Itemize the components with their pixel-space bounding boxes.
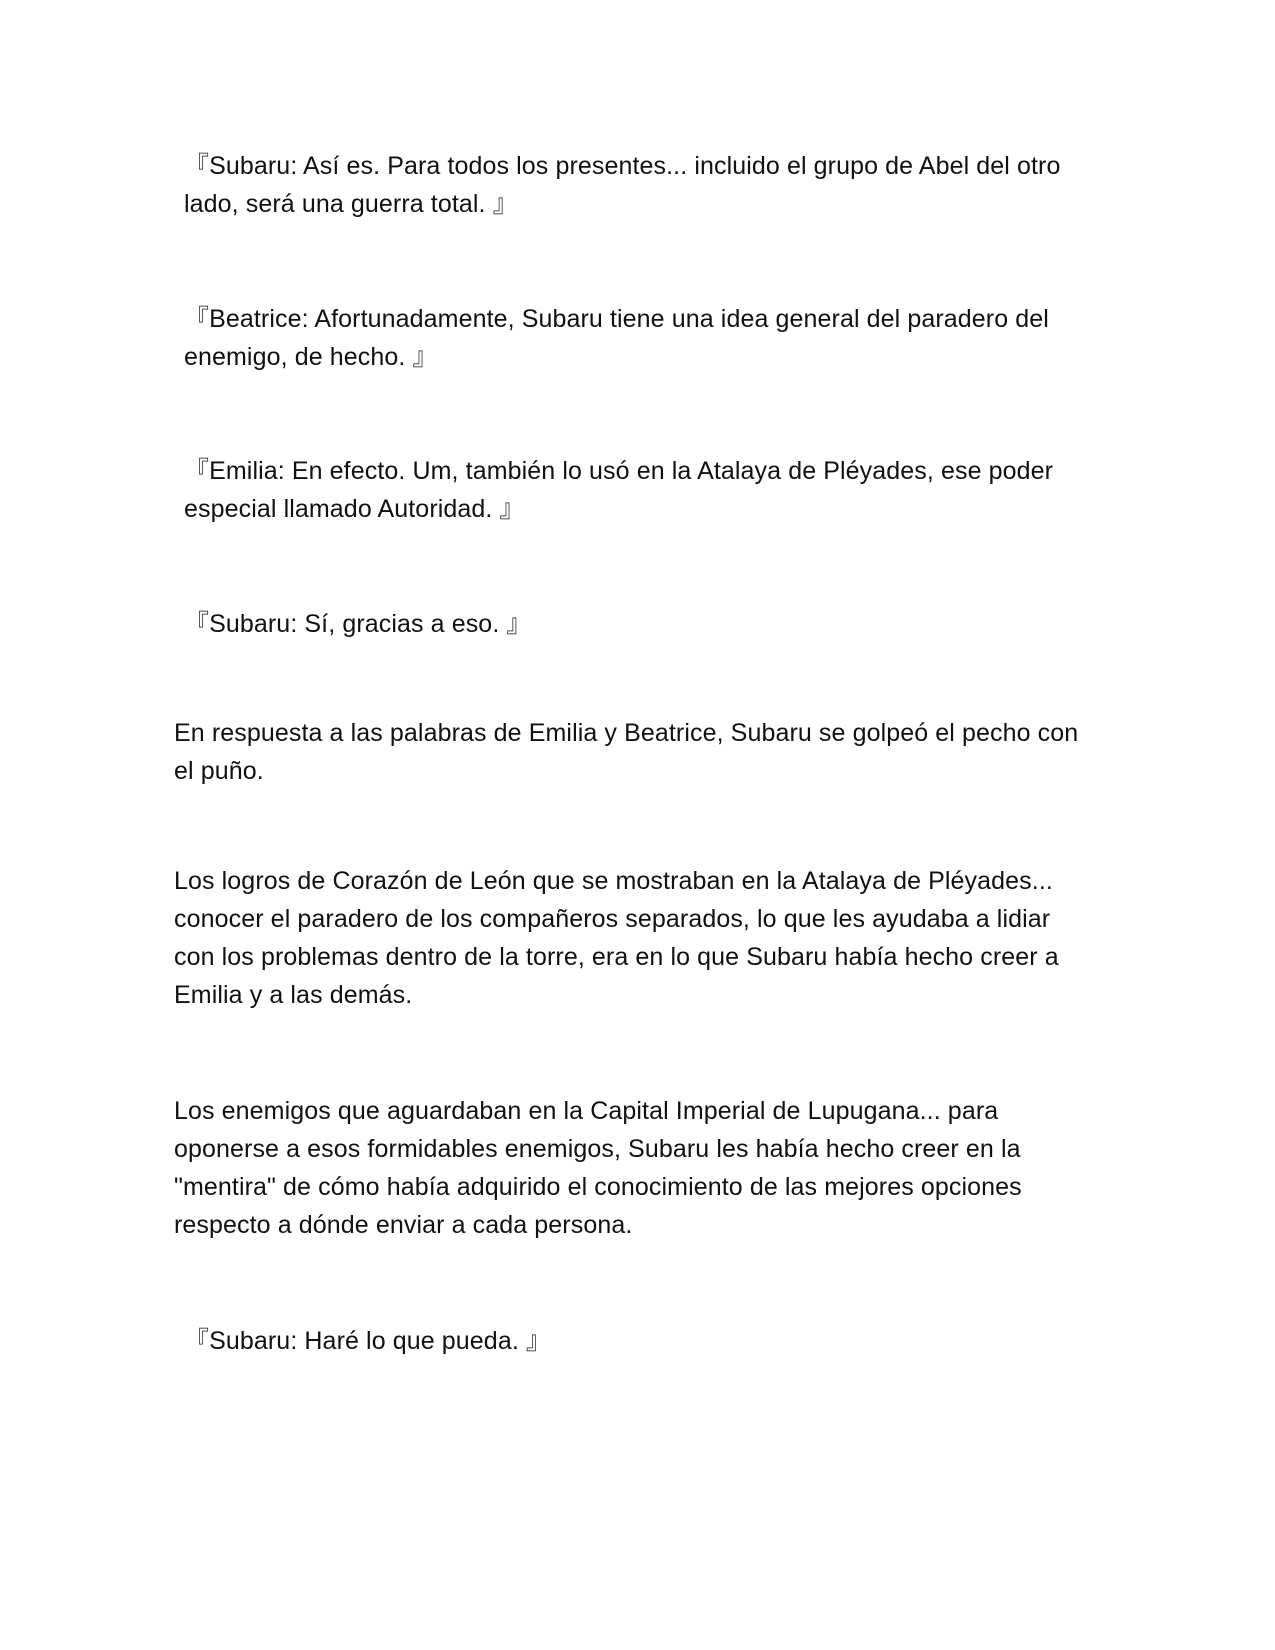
narration-paragraph: Los logros de Corazón de León que se mostraban en la Atalaya de Pléyades... conocer el paradero de los compañeros separados, lo que les ayudaba a lidiar con los problemas dentro de la torre, era en lo que Subaru había hecho creer a Emilia y a las demás. <box>174 867 1059 1009</box>
dialogue-emilia-authority: 『Emilia: En efecto. Um, también lo usó en la Atalaya de Pléyades, ese poder especial llamado Autoridad. 』 <box>184 457 1054 523</box>
dialogue-subaru-total-war: 『Subaru: Así es. Para todos los presentes... incluido el grupo de Abel del otro lado, será una guerra total. 』 <box>184 152 1061 218</box>
narration-paragraph: En respuesta a las palabras de Emilia y Beatrice, Subaru se golpeó el pecho con el puño. <box>174 719 1079 785</box>
dialogue-beatrice-enemy-whereabouts: 『Beatrice: Afortunadamente, Subaru tiene una idea general del paradero del enemigo, de hecho. 』 <box>184 305 1049 371</box>
narration-paragraph: Los enemigos que aguardaban en la Capital Imperial de Lupugana... para oponerse a esos formidables enemigos, Subaru les había hecho creer en la "mentira" de cómo había adquirido el conocimiento de las mejores opciones respecto a dónde enviar a cada persona. <box>174 1097 1022 1239</box>
dialogue-subaru-thanks: 『Subaru: Sí, gracias a eso. 』 <box>184 610 532 638</box>
dialogue-subaru-do-what-i-can: 『Subaru: Haré lo que pueda. 』 <box>184 1327 552 1355</box>
